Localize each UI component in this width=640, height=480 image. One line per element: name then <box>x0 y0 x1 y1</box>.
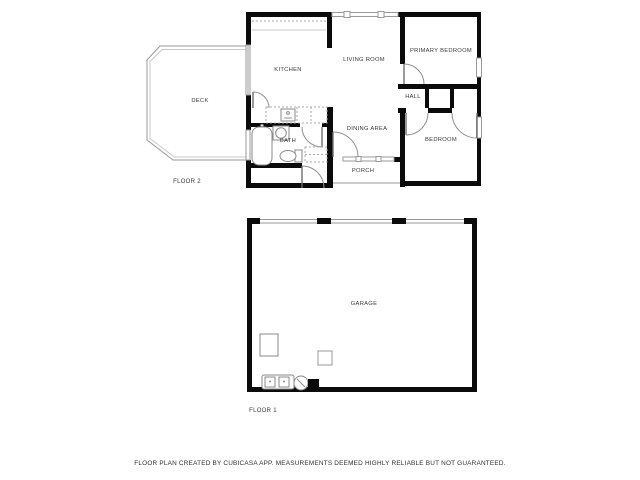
water-heater-icon <box>294 376 308 390</box>
garage-fixtures <box>260 334 332 391</box>
room-label-hall: HALL <box>405 94 421 100</box>
living-room-window-icon <box>332 12 398 18</box>
deck-slider-window-icon <box>246 45 250 95</box>
primary-bedroom-door-swing-icon <box>404 64 424 84</box>
deck-door-swing-icon <box>253 92 269 108</box>
floor1-label: FLOOR 1 <box>249 408 277 414</box>
porch-window-icon <box>343 157 394 162</box>
room-label-porch: PORCH <box>351 168 375 174</box>
floor2-walls <box>246 12 481 188</box>
room-label-bedroom: BEDROOM <box>425 137 457 143</box>
hall-bedroom-door-swing-icon <box>406 113 428 135</box>
primary-bedroom-window-icon <box>477 58 482 77</box>
room-label-dining-area: DINING AREA <box>346 126 388 132</box>
room-label-living-room: LIVING ROOM <box>343 57 385 63</box>
bath-fixtures <box>252 124 327 165</box>
closet-door-swing-icon <box>452 113 477 138</box>
disclaimer-text: FLOOR PLAN CREATED BY CUBICASA APP. MEASUREMENTS DEEMED HIGHLY RELIABLE BUT NOT GUARANTEED. <box>134 460 506 467</box>
floor2-label: FLOOR 2 <box>173 179 201 185</box>
room-label-kitchen: KITCHEN <box>274 67 302 73</box>
garage-door-icon <box>247 218 477 224</box>
laundry-unit-icon <box>262 375 294 389</box>
dining-porch-door-swing-icon <box>333 132 358 157</box>
bath-window-icon <box>246 130 250 160</box>
kitchen-counter <box>266 107 327 123</box>
kitchen-upper-cabinets <box>252 21 326 30</box>
utility-box-icon <box>308 379 319 391</box>
bath-door-swing-icon <box>302 127 322 147</box>
room-label-primary-bedroom: PRIMARY BEDROOM <box>410 48 472 54</box>
room-label-garage: GARAGE <box>350 301 378 307</box>
bathtub-icon <box>252 124 272 165</box>
kitchen-sink-icon <box>281 109 295 121</box>
appliance-square-icon <box>318 351 332 365</box>
room-label-bath: BATH <box>279 138 297 144</box>
toilet-icon <box>280 150 302 162</box>
appliance-square-icon <box>260 334 278 356</box>
room-label-deck: DECK <box>191 98 209 104</box>
bath-closet-shelves <box>305 147 327 162</box>
